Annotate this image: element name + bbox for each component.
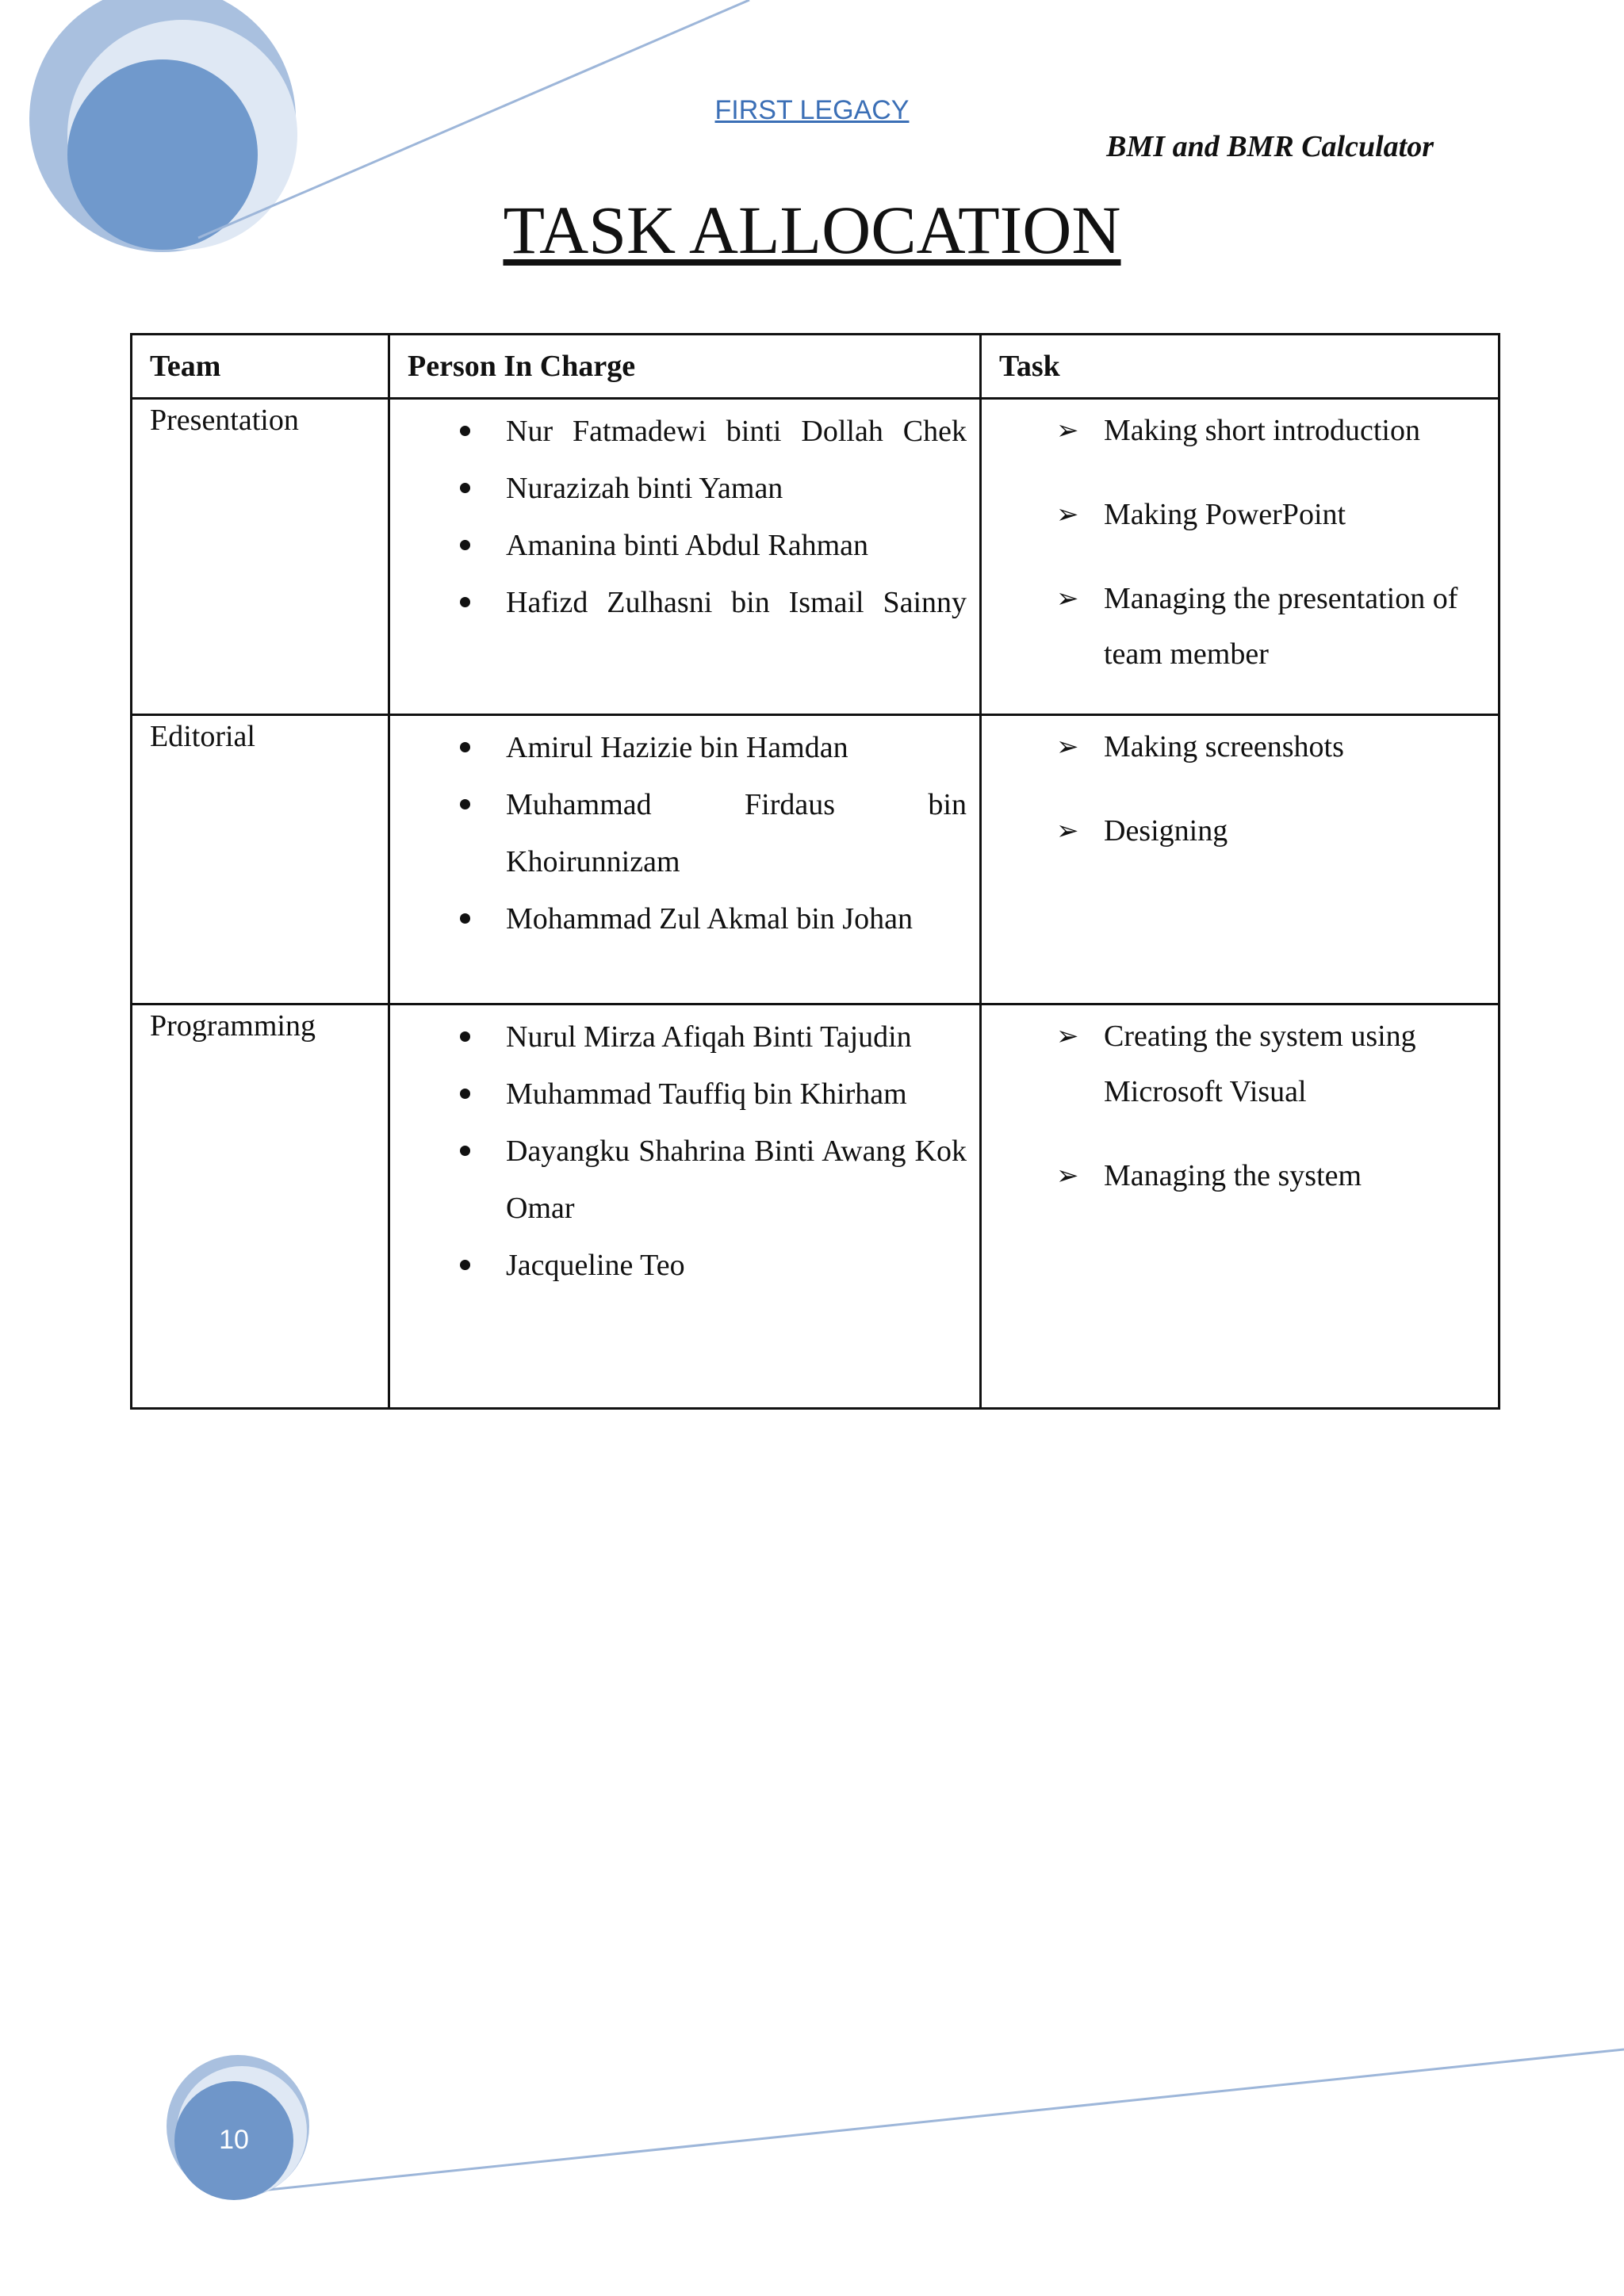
person-name: Nurul Mirza Afiqah Binti Tajudin [506, 1020, 912, 1054]
page-title: TASK ALLOCATION [503, 192, 1121, 268]
person-name: Dayangku Shahrina Binti Awang Kok Omar [506, 1135, 967, 1225]
arrow-bullet-icon: ➢ [1056, 415, 1079, 446]
task-text: Managing the system [1104, 1159, 1362, 1192]
bullet-icon [460, 540, 470, 550]
bullet-icon [460, 742, 470, 752]
task-allocation-table [130, 333, 1500, 1410]
bullet-icon [460, 1089, 470, 1099]
arrow-bullet-icon: ➢ [1056, 731, 1079, 763]
bullet-icon [460, 1260, 470, 1270]
list-item [449, 719, 968, 776]
header-document-title: BMI and BMR Calculator [1106, 130, 1434, 163]
person-name: Nur Fatmadewi binti Dollah Chek [506, 415, 967, 448]
person-name: Amirul Hazizie bin Hamdan [506, 731, 848, 764]
list-item [1056, 403, 1487, 458]
task-text: Designing [1104, 814, 1228, 848]
list-item [1056, 1148, 1487, 1203]
arrow-bullet-icon: ➢ [1056, 1020, 1079, 1052]
task-cell [981, 1004, 1500, 1409]
people-list [401, 1008, 968, 1294]
page-number: 10 [219, 2125, 249, 2155]
person-in-charge-cell [389, 1004, 981, 1409]
list-item [449, 1123, 968, 1237]
list-item [1056, 487, 1487, 542]
list-item [1056, 1008, 1487, 1119]
person-name: Hafizd Zulhasni bin Ismail Sainny [506, 586, 967, 619]
task-text: Making screenshots [1104, 730, 1344, 763]
task-text: Making short introduction [1104, 414, 1420, 447]
list-item [449, 776, 968, 890]
person-name: Nurazizah binti Yaman [506, 472, 783, 505]
task-text: Managing the presentation of team member [1104, 582, 1458, 671]
person-name: Amanina binti Abdul Rahman [506, 529, 869, 562]
person-name: Muhammad Firdaus bin Khoirunnizam [506, 788, 967, 878]
people-list [401, 719, 968, 947]
arrow-bullet-icon: ➢ [1056, 583, 1079, 614]
list-item [449, 574, 968, 631]
task-text: Making PowerPoint [1104, 498, 1346, 531]
column-header-person-in-charge: Person In Charge [389, 335, 981, 399]
list-item [449, 1066, 968, 1123]
table-row [132, 399, 1500, 715]
arrow-bullet-icon: ➢ [1056, 1160, 1079, 1192]
list-item [449, 890, 968, 947]
column-header-task: Task [981, 335, 1500, 399]
list-item [449, 460, 968, 517]
table-header-row [132, 335, 1500, 399]
bullet-icon [460, 597, 470, 607]
list-item [449, 403, 968, 460]
team-cell: Presentation [132, 399, 389, 715]
list-item [1056, 571, 1487, 682]
person-in-charge-cell [389, 715, 981, 1004]
column-header-team: Team [132, 335, 389, 399]
task-list [993, 403, 1487, 682]
footer-line [246, 2049, 1624, 2192]
person-in-charge-cell [389, 399, 981, 715]
list-item [1056, 719, 1487, 775]
bullet-icon [460, 799, 470, 809]
bullet-icon [460, 1146, 470, 1156]
people-list [401, 403, 968, 631]
person-name: Jacqueline Teo [506, 1249, 685, 1282]
list-item [449, 1008, 968, 1066]
table-row [132, 715, 1500, 1004]
arrow-bullet-icon: ➢ [1056, 499, 1079, 530]
task-cell [981, 715, 1500, 1004]
list-item [1056, 803, 1487, 859]
bullet-icon [460, 913, 470, 924]
task-text: Creating the system using Microsoft Visual [1104, 1020, 1416, 1108]
bullet-icon [460, 483, 470, 493]
team-cell: Editorial [132, 715, 389, 1004]
task-cell [981, 399, 1500, 715]
list-item [449, 517, 968, 574]
table-row [132, 1004, 1500, 1409]
team-cell: Programming [132, 1004, 389, 1409]
person-name: Mohammad Zul Akmal bin Johan [506, 902, 913, 936]
task-list [993, 719, 1487, 859]
list-item [449, 1237, 968, 1294]
bullet-icon [460, 426, 470, 436]
bullet-icon [460, 1031, 470, 1042]
person-name: Muhammad Tauffiq bin Khirham [506, 1077, 907, 1111]
arrow-bullet-icon: ➢ [1056, 815, 1079, 847]
header-brand[interactable]: FIRST LEGACY [714, 95, 910, 125]
task-list [993, 1008, 1487, 1203]
